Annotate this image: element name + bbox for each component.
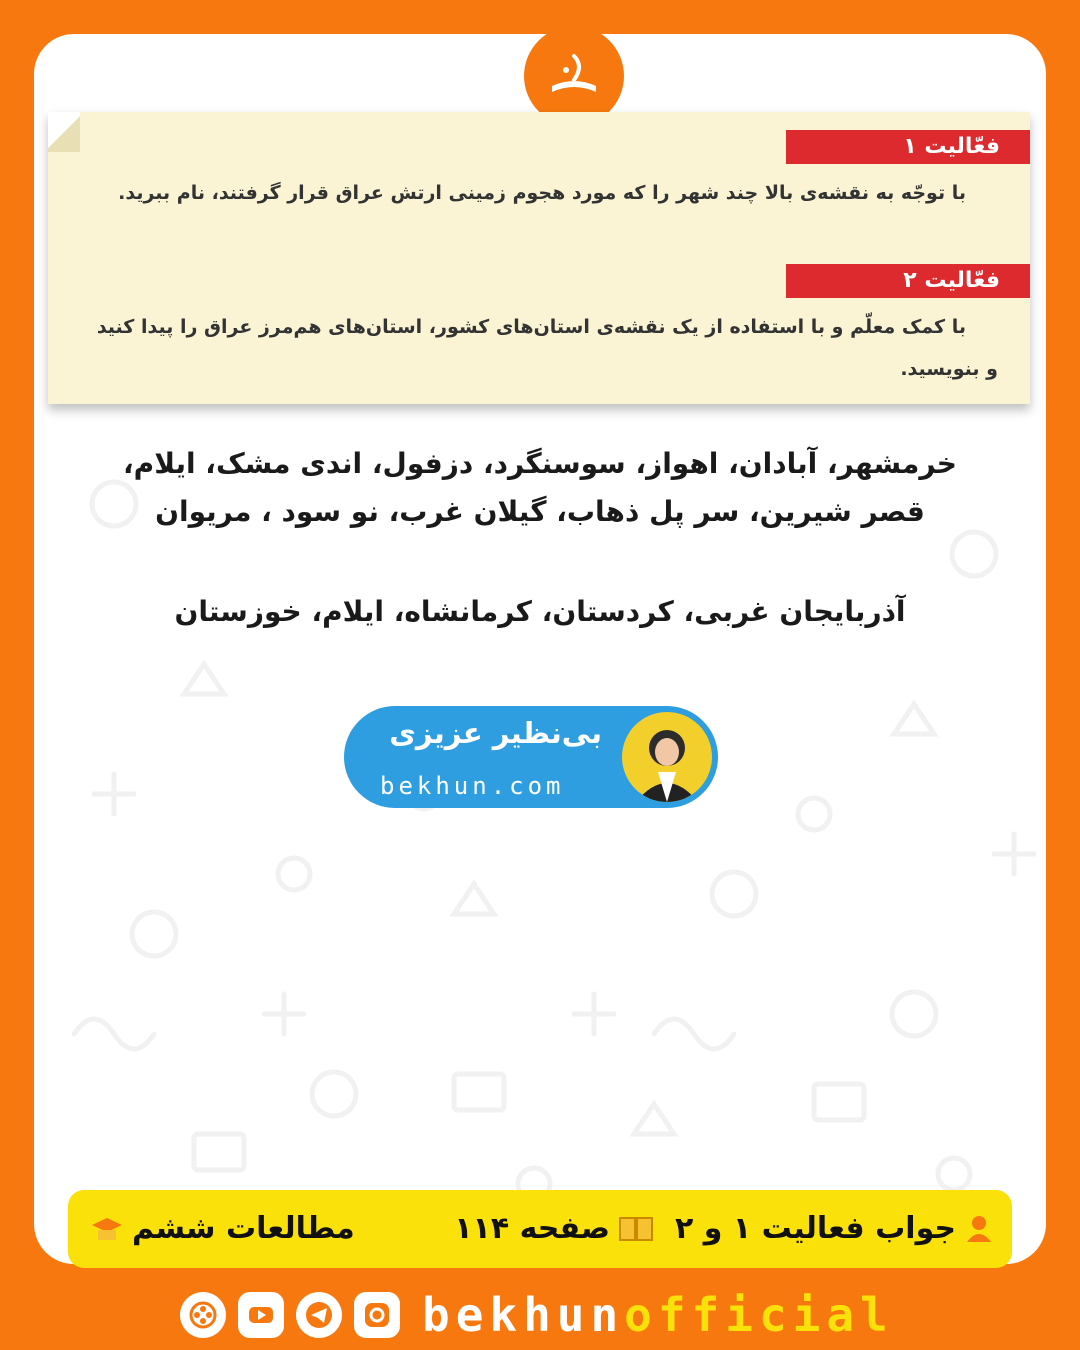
logo-book-icon <box>544 46 604 106</box>
brand-handle-part1: bekhun <box>422 1288 625 1342</box>
activity-box <box>48 112 1030 404</box>
footer-page-text: صفحه ۱۱۴ <box>454 1211 610 1246</box>
answer-1-line2: قصر شیرین، سر پل ذهاب، گیلان غرب، نو سود ، مریوان <box>155 495 925 528</box>
answer-1 <box>80 440 1000 536</box>
brand-handle-part2: official <box>624 1288 894 1342</box>
student-icon <box>964 1214 994 1244</box>
page-fold <box>48 112 80 152</box>
author-name: بی‌نظیر عزیزی <box>389 716 602 750</box>
footer-title-text: جواب فعالیت ۱ و ۲ <box>674 1211 956 1246</box>
answer-2: آذربایجان غربی، کردستان، کرمانشاه، ایلام، خوزستان <box>174 595 906 628</box>
book-icon <box>618 1214 654 1244</box>
footer-bar <box>68 1190 1012 1268</box>
activity-1-heading: فعّالیت ۱ <box>786 130 1030 164</box>
activity-2-question-line1: با کمک معلّم و با استفاده از یک نقشه‌ی استان‌های کشور، استان‌های هم‌مرز عراق را پیدا کنید <box>96 316 966 338</box>
author-site[interactable]: bekhun.com <box>380 772 565 800</box>
author-badge[interactable] <box>344 706 718 808</box>
footer-page <box>454 1190 654 1268</box>
youtube-icon[interactable] <box>238 1292 284 1338</box>
instagram-icon[interactable] <box>354 1292 400 1338</box>
aparat-icon[interactable] <box>180 1292 226 1338</box>
activity-2-heading: فعّالیت ۲ <box>786 264 1030 298</box>
social-bar <box>180 1284 900 1346</box>
brand-handle[interactable] <box>422 1288 894 1342</box>
footer-title <box>675 1190 994 1268</box>
answer-1-line1: خرمشهر، آبادان، اهواز، سوسنگرد، دزفول، اندی مشک، ایلام، <box>123 447 957 480</box>
activity-1-question: با توجّه به نقشه‌ی بالا چند شهر را که مورد هجوم زمینی ارتش عراق قرار گرفتند، نام ببرید. <box>118 182 966 204</box>
footer-subject <box>90 1190 355 1268</box>
footer-subject-text: مطالعات ششم <box>132 1211 355 1246</box>
telegram-icon[interactable] <box>296 1292 342 1338</box>
avatar <box>622 712 712 802</box>
activity-2-question-line2: و بنویسید. <box>900 358 998 380</box>
graduation-cap-icon <box>90 1214 124 1244</box>
avatar-person-icon <box>622 712 712 802</box>
